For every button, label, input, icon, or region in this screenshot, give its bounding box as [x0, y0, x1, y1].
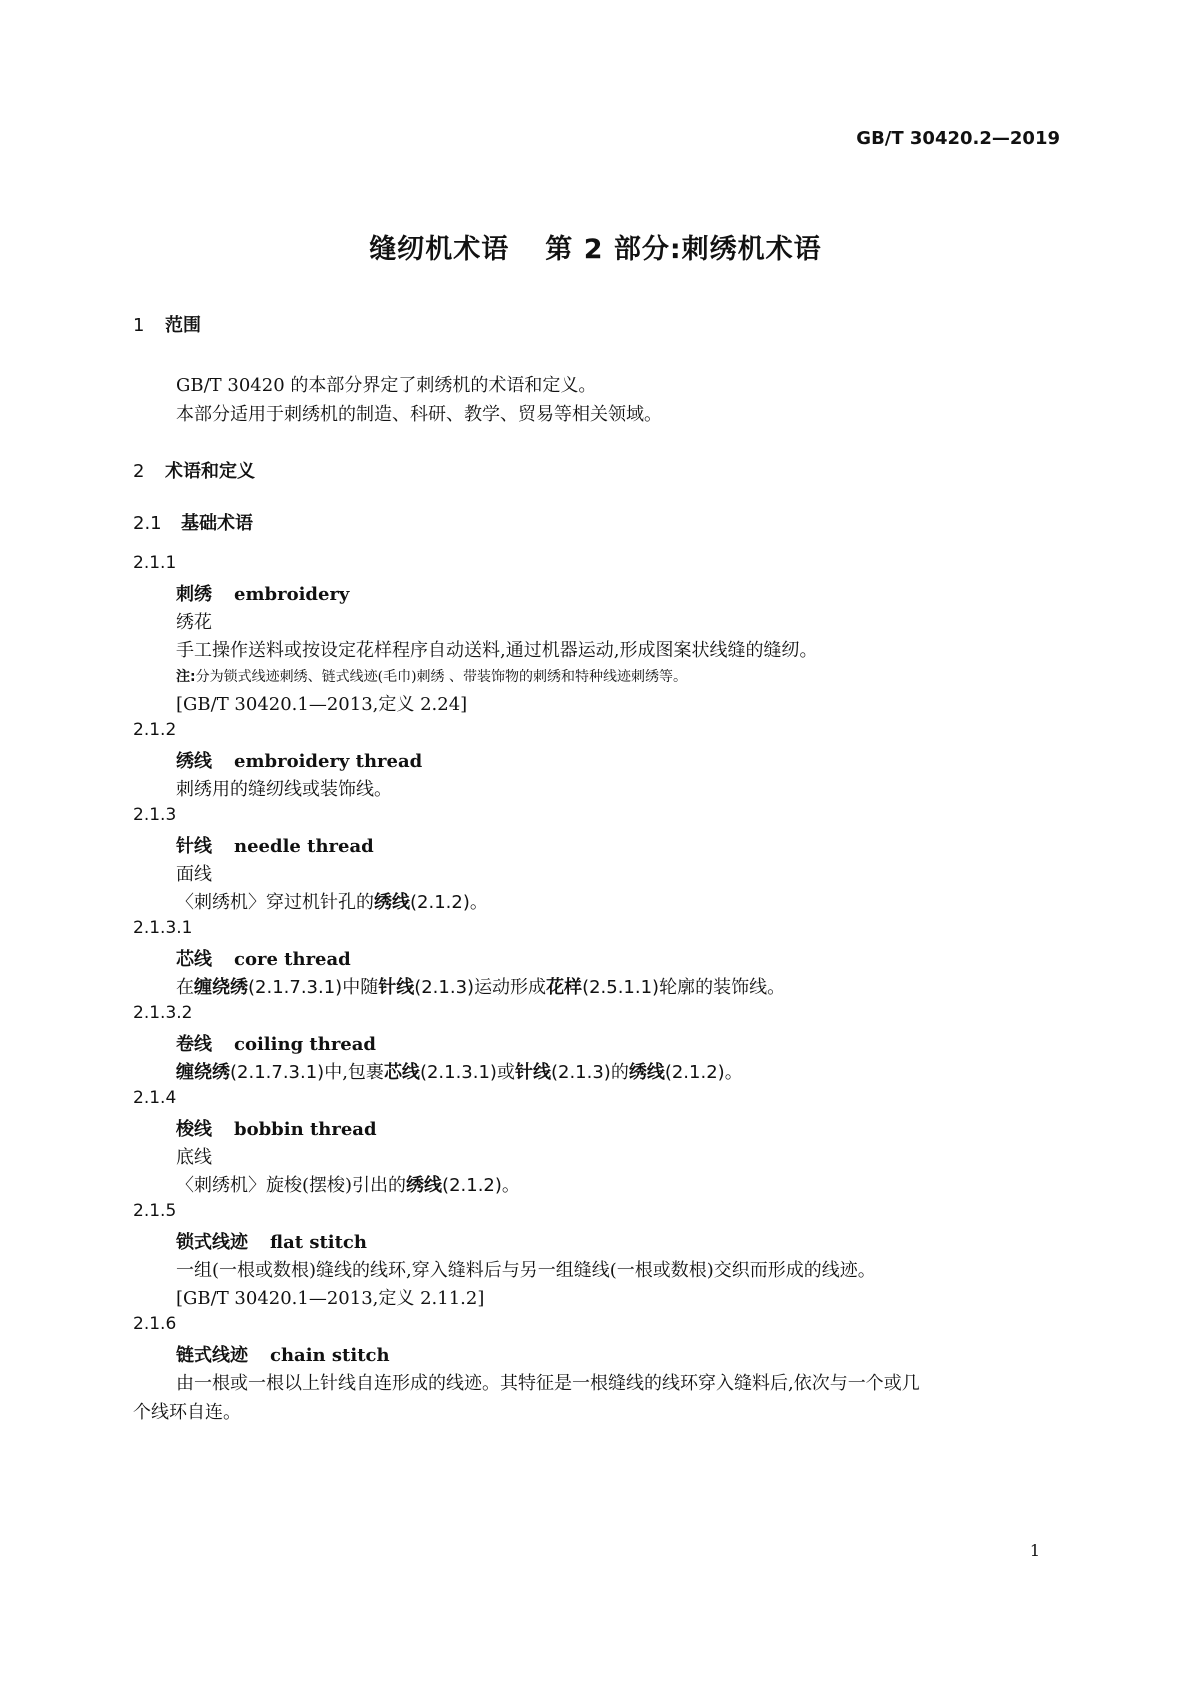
term-synonym: 底线	[176, 1147, 212, 1168]
term-en: bobbin thread	[234, 1119, 377, 1140]
term-zh: 卷线	[176, 1034, 212, 1055]
cross-ref-number: (2.1.7.3.1)	[248, 977, 343, 998]
term-zh: 芯线	[176, 949, 212, 970]
cross-ref-number: (2.5.1.1)	[582, 977, 660, 998]
def-text: 运动形成	[474, 977, 547, 998]
term-en: needle thread	[234, 836, 374, 857]
note-label: 注:	[176, 669, 196, 685]
cross-ref-term: 芯线	[383, 1062, 420, 1083]
def-text: 中随	[342, 977, 379, 998]
section-title: 术语和定义	[165, 461, 255, 482]
term-zh: 链式线迹	[176, 1345, 248, 1366]
clause-number: 2.1.3.2	[133, 1003, 193, 1023]
def-text: 〈刺绣机〉旋梭(摆梭)引出的	[176, 1175, 407, 1196]
cross-ref-term: 绣线	[406, 1175, 443, 1196]
term-zh: 刺绣	[176, 584, 212, 605]
def-text: 。	[724, 1062, 743, 1083]
term-definition: 手工操作送料或按设定花样程序自动送料,通过机器运动,形成图案状线缝的缝纫。	[176, 640, 818, 661]
term-entry	[176, 945, 351, 971]
cross-ref-number: (2.1.2)	[442, 1175, 502, 1196]
clause-number: 2.1.1	[133, 553, 177, 573]
cross-ref-number: (2.1.2)	[664, 1062, 725, 1083]
term-en: flat stitch	[270, 1232, 367, 1253]
cross-ref-number: (2.1.3)	[414, 977, 475, 998]
cross-ref-term: 花样	[546, 977, 583, 998]
page-number: 1	[1029, 1541, 1040, 1560]
cross-ref-term: 绣线	[374, 892, 410, 913]
term-source: [GB/T 30420.1—2013,定义 2.11.2]	[176, 1288, 485, 1309]
cross-ref-number: (2.1.2)	[410, 892, 470, 913]
section-1-heading	[133, 311, 201, 337]
section-title: 范围	[165, 315, 201, 336]
def-text: 。	[501, 1175, 520, 1196]
term-entry	[176, 832, 374, 858]
term-entry	[176, 1115, 377, 1141]
term-definition-line-1: 由一根或一根以上针线自连形成的线迹。其特征是一根缝线的线环穿入缝料后,依次与一个或几	[176, 1373, 920, 1394]
term-en: core thread	[234, 949, 351, 970]
term-entry	[176, 747, 422, 773]
section-2-1-heading	[133, 509, 253, 535]
term-zh: 绣线	[176, 751, 212, 772]
term-zh: 针线	[176, 836, 212, 857]
clause-number: 2.1.5	[133, 1201, 177, 1221]
def-text: 。	[469, 892, 488, 913]
term-entry	[176, 1341, 390, 1367]
clause-number: 2.1.6	[133, 1314, 177, 1334]
section-number: 2	[133, 461, 145, 482]
clause-number: 2.1.2	[133, 720, 177, 740]
clause-number: 2.1.3.1	[133, 918, 193, 938]
document-title	[0, 227, 1191, 266]
term-synonym: 绣花	[176, 612, 212, 633]
cross-ref-term: 缠绕绣	[176, 1062, 230, 1083]
note-text: 分为锁式线迹刺绣、链式线迹(毛巾)刺绣 、带装饰物的刺绣和特种线迹刺绣等。	[195, 669, 687, 685]
term-en: embroidery	[234, 584, 350, 605]
cross-ref-term: 针线	[378, 977, 415, 998]
term-zh: 锁式线迹	[176, 1232, 248, 1253]
cross-ref-number: (2.1.3.1)	[419, 1062, 497, 1083]
section-2-heading	[133, 457, 255, 483]
term-definition	[176, 888, 488, 914]
def-text: 在	[176, 977, 194, 998]
section-number: 1	[133, 315, 145, 336]
section-title: 基础术语	[181, 513, 253, 534]
term-source: [GB/T 30420.1—2013,定义 2.24]	[176, 694, 468, 715]
term-definition: 一组(一根或数根)缝线的线环,穿入缝料后与另一组缝线(一根或数根)交织而形成的线迹。	[176, 1260, 876, 1281]
term-en: coiling thread	[234, 1034, 377, 1055]
cross-ref-term: 缠绕绣	[194, 977, 248, 998]
title-part-2: 第 2 部分:刺绣机术语	[545, 234, 822, 265]
term-zh: 梭线	[176, 1119, 212, 1140]
def-text: 中,包裹	[324, 1062, 384, 1083]
term-definition: 刺绣用的缝纫线或装饰线。	[176, 779, 392, 800]
term-note	[176, 666, 687, 686]
def-text: 〈刺绣机〉穿过机针孔的	[176, 892, 374, 913]
term-en: chain stitch	[270, 1345, 390, 1366]
def-text: 轮廓的装饰线。	[659, 977, 786, 998]
term-synonym: 面线	[176, 864, 212, 885]
clause-number: 2.1.4	[133, 1088, 177, 1108]
term-en: embroidery thread	[234, 751, 423, 772]
def-text: 的	[610, 1062, 629, 1083]
cross-ref-number: (2.1.3)	[550, 1062, 611, 1083]
cross-ref-number: (2.1.7.3.1)	[230, 1062, 325, 1083]
def-text: 或	[496, 1062, 515, 1083]
term-entry	[176, 1030, 376, 1056]
title-part-1: 缝纫机术语	[369, 234, 510, 265]
scope-paragraph-2: 本部分适用于刺绣机的制造、科研、教学、贸易等相关领域。	[176, 404, 662, 425]
section-number: 2.1	[133, 513, 162, 534]
standard-number: GB/T 30420.2—2019	[856, 128, 1060, 149]
term-entry	[176, 1228, 367, 1254]
term-definition	[176, 973, 785, 999]
cross-ref-term: 绣线	[628, 1062, 665, 1083]
term-definition-line-2: 个线环自连。	[133, 1402, 241, 1423]
scope-paragraph-1: GB/T 30420 的本部分界定了刺绣机的术语和定义。	[176, 375, 597, 396]
term-definition	[176, 1058, 743, 1084]
term-definition	[176, 1171, 520, 1197]
cross-ref-term: 针线	[514, 1062, 551, 1083]
clause-number: 2.1.3	[133, 805, 177, 825]
term-entry	[176, 580, 349, 606]
